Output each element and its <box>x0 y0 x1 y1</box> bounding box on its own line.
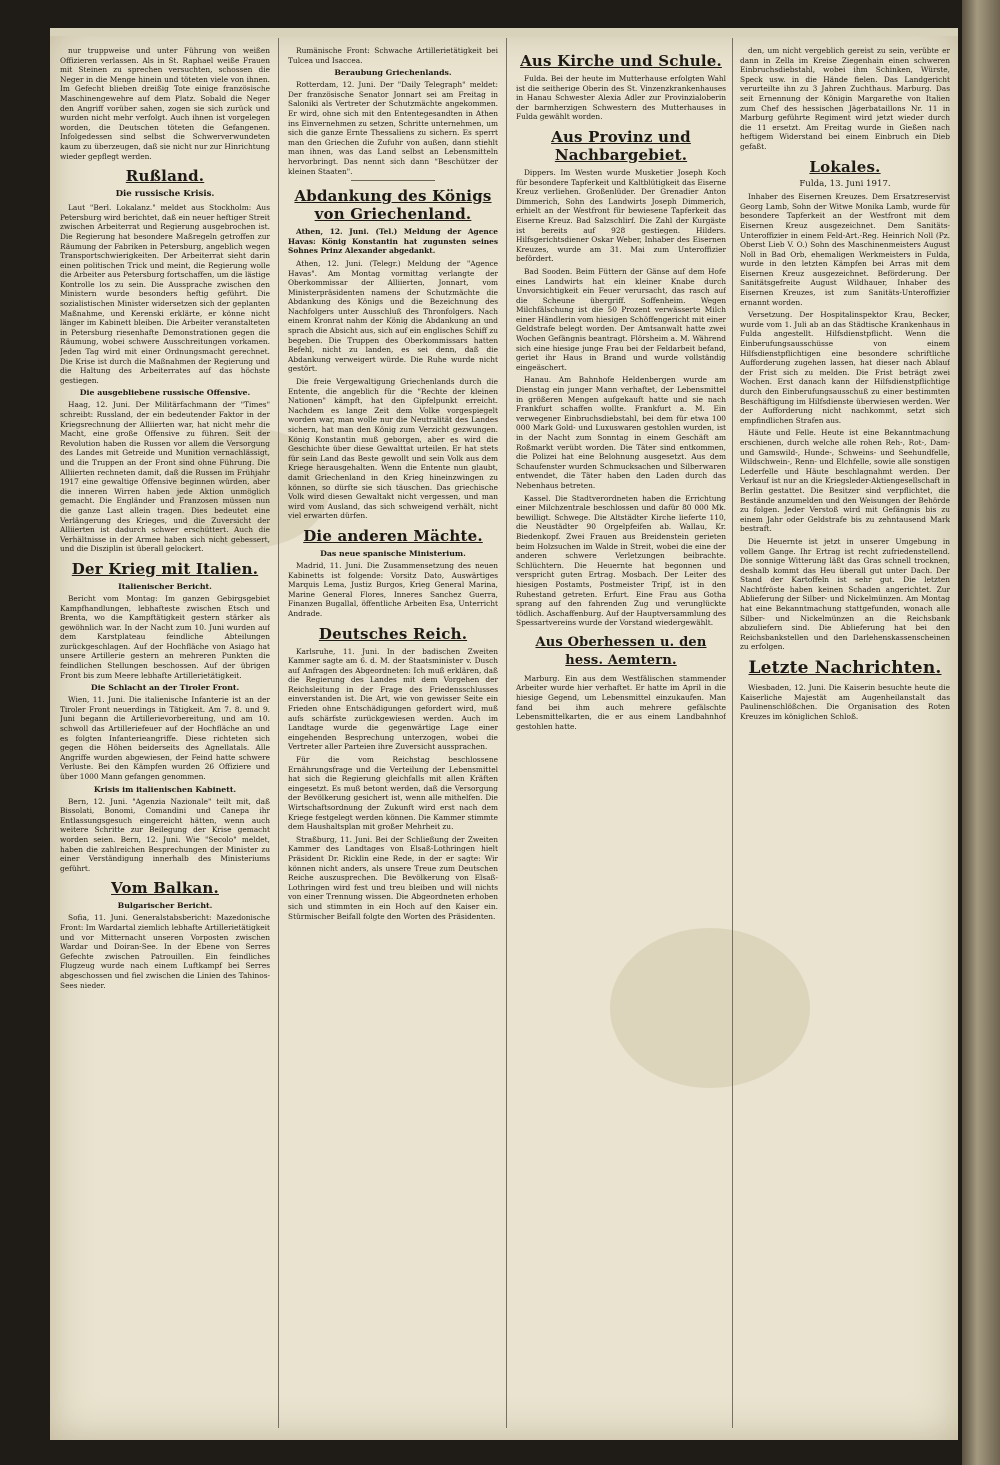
article-text: Marburg. Ein aus dem Westfälischen stammender Arbeiter wurde hier verhaftet. Er hatte im April in die hiesige Gegend, um Lebensmittel einzukaufen. Man fand bei ihm auch mehrere gefälschte Lebensmittelkarten, die er aus einem Landbahnhof gestohlen hatte. <box>516 673 726 731</box>
section-heading-kirche-schule: Aus Kirche und Schule. <box>520 52 722 70</box>
article-text: Straßburg, 11. Juni. Bei der Schließung der Zweiten Kammer des Landtages von Elsaß-Lothringen hielt Präsident Dr. Ricklin eine Rede, in der er sagte: Wir können nicht anders, als unsere Treue zum Deutschen Reiche auszusprechen. Die Bevölkerung von Elsaß-Lothringen wird fest und treu bleiben und will nichts von einer Trennung wissen. Die Abgeordneten erhoben sich und stimmten in ein Hoch auf den Kaiser ein. Stürmischer Beifall folgte den Worten des Präsidenten. <box>288 834 498 921</box>
article-text: Athen, 12. Juni. (Telegr.) Meldung der "Agence Havas". Am Montag vormittag verlangte der Oberkommissar der Alliierten, Jonnart, vom Ministerpräsidenten namens der Schutzmächte die Abdankung des Königs und die Bezeichnung des Nachfolgers unter Ausschluß des Thronfolgers. Nach einem Kronrat nahm der König die Abdankung an und sprach die Absicht aus, sich auf ein englisches Schiff zu begeben. Die Truppen des Oberkommissars hatten Befehl, nicht zu landen, es sei denn, daß die Abdankung verweigert würde. Die Ruhe wurde nicht gestört. <box>288 258 498 374</box>
section-heading-balkan: Vom Balkan. <box>111 879 219 898</box>
section-heading-oberhessen: Aus Oberhessen u. den hess. Aemtern. <box>535 634 707 668</box>
section-heading-lokales: Lokales. <box>809 157 881 176</box>
article-text: Laut "Berl. Lokalanz." meldet aus Stockholm: Aus Petersburg wird berichtet, daß ein neuer heftiger Streit zwischen Arbeiterrat und Regierung ausgebrochen ist. Die Regierung hat besondere Maßregeln getroffen zur Räumung der Fabriken in Petersburg, angeblich wegen Transportschwierigkeiten. Der Arbeiterrat sieht darin einen politischen Trick und meint, die Regierung wolle die Arbeiter aus Petersburg fortschaffen, um die lästige Kontrolle los zu sein. Die Aussprache zwischen den Ministern wurde besonders heftig geführt. Die sozialistischen Minister widersetzen sich der geplanten Maßnahme, und Kerenski erklärte, er könne nicht länger im Kabinett bleiben. Die Arbeiter veranstalteten in Petersburg riesenhafte Demonstrationen gegen die Räumung, wobei schwere Ausschreitungen vorkamen. Jeden Tag wird mit einer Ordnungsmacht gerechnet. Die Krise ist durch die Maßnahmen der Regierung und die Haltung des Arbeiterrates auf das höchste gestiegen. <box>60 203 270 385</box>
article-text: Die freie Vergewaltigung Griechenlands durch die Entente, die angeblich für die "Rechte der kleinen Nationen" kämpft, hat den Gipfelpunkt erreicht. Nachdem es lange Zeit dem Volke vorgespiegelt worden war, man wolle nur die Neutralität des Landes sichern, hat man den König zum Verzicht gezwungen. König Konstantin muß geborgen, aber es wird die Geschichte über diese Gewalttat urteilen. Er hat stets für sein Land das Beste gewollt und sein Volk aus dem Kriege herausgehalten. Wenn die Entente nun glaubt, damit Griechenland in den Krieg hineinzwingen zu können, so dürfte sie sich täuschen. Das griechische Volk wird diesen Gewaltakt nicht vergessen, und man wird vom Ausland, das sich schweigend verhält, nicht viel erwarten dürfen. <box>288 377 498 521</box>
article-heading: Bulgarischer Bericht. <box>117 901 213 911</box>
article-heading: Krisis im italienischen Kabinett. <box>93 784 237 794</box>
column-3 <box>516 46 726 1426</box>
article-text: Sofia, 11. Juni. Generalstabsbericht: Mazedonische Front: Im Wardartal ziemlich lebhafte Artillerietätigkeit und vor Mitternacht unseren Vorposten zwischen Wardar und Doiran-See. In der Ebene von Serres Gefechte zwischen Patrouillen. Ein feindliches Flugzeug wurde nach einem Luftkampf bei Serres abgeschossen und fiel zwischen die Linien des Tahinos-Sees nieder. <box>60 913 270 990</box>
article-text: Wien, 11. Juni. Die italienische Infanterie ist an der Tiroler Front neuerdings in Tätigkeit. Am 7. 8. und 9. Juni begann die Artillerievorbereitung, und am 10. schwoll das Artilleriefeuer auf der Hochfläche an und es folgten Infanterieangriffe. Diese richteten sich gegen die Höhen beiderseits des Agnellatals. Alle Angriffe wurden abgewiesen, der Feind hatte schwere Verluste. Bei den Kämpfen wurden 26 Offiziere und über 1000 Mann gefangen genommen. <box>60 695 270 781</box>
section-heading-russland: Rußland. <box>125 167 205 186</box>
column-rule <box>278 38 279 1428</box>
page-top-edge <box>50 28 958 36</box>
article-text: Hanau. Am Bahnhofe Heldenbergen wurde am Dienstag ein junger Mann verhaftet, der Lebensmittel in größeren Mengen aufgekauft hatte und sie nach Frankfurt schaffen wollte. Frankfurt a. M. Ein verwegener Einbruchsdiebstahl, bei dem für etwa 100 000 Mark Gold- und Luxuswaren gestohlen wurden, ist in der Nacht zum Sonntag in einem Geschäft am Roßmarkt verübt worden. Die Täter sind entkommen, die Polizei hat eine Belohnung ausgesetzt. Aus dem Schaufenster wurden Schmucksachen und Silberwaren entwendet, die Täter haben den Laden durch das Nebenhaus betreten. <box>516 375 726 490</box>
article-text: Madrid, 11. Juni. Die Zusammensetzung des neuen Kabinetts ist folgende: Vorsitz Dato, Auswärtiges Marquis Lema, Justiz Burgos, Krieg General Marina, Marine General Flores, Inneres Sanchez Guerra, Finanzen Bugallal, öffentliche Arbeiten Esa, Unterricht Andrade. <box>288 560 498 618</box>
article-text: den, um nicht vergeblich gereist zu sein, verübte er dann in Zella im Kreise Ziegenhain einen schweren Einbruchsdiebstahl, wobei ihm Schinken, Würste, Speck usw. in die Hände fielen. Das Landgericht verurteilte ihn zu 3 Jahren Zuchthaus. Marburg. Das seit Ernennung der Königin Margarethe von Italien zum Chef des hessischen Jägerbataillons Nr. 11 in Marburg geführte Regiment wird jetzt wieder durch die 11 ersetzt. Am Freitag wurde in Gießen nach heftigem Widerstand bei einem Einbruch ein Dieb gefaßt. <box>740 46 950 151</box>
article-text: Bad Sooden. Beim Füttern der Gänse auf dem Hofe eines Landwirts hat ein kleiner Knabe durch Unvorsichtigkeit ein Feuer verursacht, das rasch auf die Scheune übergriff. Soffenheim. Wegen Milchfälschung ist die 50 Prozent verwässerte Milch einer Händlerin vom hiesigen Schöffengericht mit einer Geldstrafe belegt worden. Der Amtsanwalt hatte zwei Wochen Gefängnis beantragt. Flörsheim a. M. Während sich eine hiesige junge Frau bei der Feldarbeit befand, geriet ihr Haus in Brand und wurde vollständig eingeäschert. <box>516 266 726 372</box>
article-text: Die Heuernte ist jetzt in unserer Umgebung in vollem Gange. Ihr Ertrag ist recht zufriedenstellend. Die sonnige Witterung läßt das Gras schnell trocknen, deshalb kommt das Heu überall gut unter Dach. Der Stand der Kartoffeln ist sehr gut. Die letzten Nachtfröste haben keinen Schaden angerichtet. Zur Ablieferung der Silber- und Nickelmünzen. Am Montag hat eine Bekanntmachung stattgefunden, wonach alle Silber- und Nickelmünzen an die Reichsbank abzuliefern sind. Die Ablieferung hat bei den Reichsbankstellen und den Darlehenskassenscheinen zu erfolgen. <box>740 536 950 652</box>
section-heading-andere-maechte: Die anderen Mächte. <box>303 526 483 545</box>
section-heading-deutsches-reich: Deutsches Reich. <box>318 624 468 643</box>
article-text: Bericht vom Montag: Im ganzen Gebirgsgebiet Kampfhandlungen, lebhafteste zwischen Etsch und Brenta, wo die Kampftätigkeit gestern stärker als gewöhnlich war. In der Nacht zum 10. Juni wurden auf dem Karstplateau feindliche Abteilungen zurückgeschlagen. Auf der Hochfläche von Asiago hat unsere Artillerie gestern an mehreren Punkten die feindlichen Stellungen beschossen. Auf der übrigen Front bis zum Meere lebhafte Artillerietätigkeit. <box>60 593 270 680</box>
article-heading: Das neue spanische Ministerium. <box>320 548 466 558</box>
newspaper-page <box>50 28 958 1440</box>
section-heading-letzte-nachrichten: Letzte Nachrichten. <box>748 658 942 679</box>
dateline: Fulda, 13. Juni 1917. <box>799 178 891 189</box>
article-text: Versetzung. Der Hospitalinspektor Krau, Becker, wurde vom 1. Juli ab an das Städtische Krankenhaus in Fulda angestellt. Hilfsdienstpflicht. Wenn die Einberufungsausschüsse von einem Hilfsdienstpflichtigen eine besondere schriftliche Aufforderung zugehen lassen, hat dieser nach Ablauf der Frist sich zu melden. Die Frist beträgt zwei Wochen. Erst danach kann der Hilfsdienstpflichtige durch den Einberufungsausschuß zu einer bestimmten Beschäftigung im Hilfsdienste überwiesen werden. Wer der Aufforderung nicht nachkommt, setzt sich empfindlichen Strafen aus. <box>740 310 950 425</box>
article-text: Für die vom Reichstag beschlossene Ernährungsfrage und die Verteilung der Lebensmittel hat sich die Regierung gleichfalls mit allen Kräften eingesetzt. Es muß betont werden, daß die Versorgung der Bevölkerung gesichert ist, wenn alle mithelfen. Die Wirtschaftsordnung der Zukunft wird erst nach dem Kriege festgelegt werden können. Die Kammer stimmte dem Haushaltsplan mit großer Mehrheit zu. <box>288 755 498 832</box>
article-text: Rotterdam, 12. Juni. Der "Daily Telegraph" meldet: Der französische Senator Jonnart sei am Freitag in Saloniki als Vertreter der Schutzmächte angekommen. Er wird, ohne sich mit den Ententegesandten in Athen ins Einvernehmen zu setzen, Schritte unternehmen, um sich die ganze Ernte Thessaliens zu sichern. Es sperrt man den Griechen die Zufuhr von außen, dann stiehlt man ihnen, was das Land selbst an Lebensmitteln hervorbringt. Das nennt sich dann "Beschützer der kleinen Staaten". <box>288 80 498 176</box>
article-text: Haag, 12. Juni. Der Militärfachmann der "Times" schreibt: Russland, der ein bedeutender Faktor in der Kriegsrechnung der Alliierten war, hat nicht mehr die Macht, eine große Offensive zu führen. Seit der Revolution haben die Russen vor allem die Versorgung des Landes mit Getreide und Munition vernachlässigt, und die Truppen an der Front sind ohne Führung. Die Alliierten rechneten damit, daß die Russen im Frühjahr 1917 eine gewaltige Offensive beginnen würden, aber die inneren Wirren haben jede Aktion unmöglich gemacht. Die Engländer und Franzosen müssen nun die ganze Last allein tragen. Dies bedeutet eine Verlängerung des Krieges, und die Zuversicht der Alliierten ist dadurch schwer erschüttert. Auch die Verhältnisse in der Armee haben sich nicht gebessert, und die Disziplin ist überall gelockert. <box>60 400 270 554</box>
article-text: Inhaber des Eisernen Kreuzes. Dem Ersatzreservist Georg Lamb, Sohn der Witwe Monika Lamb, wurde für besondere Tapferkeit an der Westfront mit dem Eisernen Kreuz ausgezeichnet. Dem Sanitäts-Unteroffizier in einem Feld-Art.-Reg. Heinrich Noll (Pz. Oberst Lieb V. O.) Sohn des Maschinenmeisters August Noll in Bad Orb, ehemaligen Werkmeisters in Fulda, wurde in den letzten Kämpfen bei Arras mit dem Eisernen Kreuz ausgezeichnet. Beförderung. Der Sanitätsgefreite August Wildhauer, Inhaber des Eisernen Kreuzes, ist zum Sanitäts-Unteroffizier ernannt worden. <box>740 192 950 307</box>
article-heading: Italienischer Bericht. <box>118 581 212 591</box>
separator <box>351 180 435 181</box>
article-text: Wiesbaden, 12. Juni. Die Kaiserin besuchte heute die Kaiserliche Majestät am Augenheilanstalt das Paulinenschlößchen. Die Organisation des Roten Kreuzes im königlichen Schloß. <box>740 683 950 721</box>
section-heading-italien: Der Krieg mit Italien. <box>71 559 259 578</box>
column-1 <box>60 46 270 1426</box>
column-rule <box>506 38 507 1428</box>
column-rule <box>732 38 733 1428</box>
article-heading: Die ausgebliebene russische Offensive. <box>79 388 251 398</box>
article-text: Bern, 12. Juni. "Agenzia Nazionale" teilt mit, daß Bissolati, Bonomi, Comandini und Canepa ihr Entlassungsgesuch eingereicht hätten, wenn auch weitere Schritte zur Beilegung der Krise gemacht worden seien. Bern, 12. Juni. Wie "Secolo" meldet, haben die zahlreichen Besprechungen der Minister zu einer Verständigung innerhalb des Ministeriums geführt. <box>60 796 270 873</box>
article-text: Karlsruhe, 11. Juni. In der badischen Zweiten Kammer sagte am 6. d. M. der Staatsminister v. Dusch auf Anfragen des Abgeordneten: Ich muß erklären, daß die Regierung des Landes mit dem Vorgehen der Reichsleitung in der Frage des Friedensschlusses einverstanden ist. Die Art, wie von gewisser Seite ein Frieden ohne Entschädigungen gefordert wird, muß aufs schärfste zurückgewiesen werden. Auch im Landtage wurde die gegenwärtige Lage einer eingehenden Besprechung unterzogen, wobei die Vertreter aller Parteien ihre Zuversicht aussprachen. <box>288 646 498 752</box>
section-heading-provinz: Aus Provinz und Nachbargebiet. <box>551 127 691 164</box>
column-2 <box>288 46 498 1426</box>
article-text: Dippers. Im Westen wurde Musketier Joseph Koch für besondere Tapferkeit und Kaltblütigkeit das Eiserne Kreuz verliehen. Großenlüder. Der Grenadier Anton Dimmerich, Sohn des Landwirts Joseph Dimmerich, erhielt an der Westfront für bewiesene Tapferkeit das Eiserne Kreuz. Bad Salzschlirf. Die Zahl der Kurgäste ist bereits auf 928 gestiegen. Hilders. Hilfsgerichtsdiener Oskar Weber, Inhaber des Eisernen Kreuzes, wurde am 31. Mai zum Unteroffizier befördert. <box>516 167 726 264</box>
article-text: nur truppweise und unter Führung von weißen Offizieren verlassen. Als in St. Raphael weiße Frauen mit Steinen zu sprechen versuchten, schossen die Neger in die Menge hinein und töteten viele von ihnen. Im Gefecht blieben dreißig Tote einige französische Maschinengewehre auf dem Platz. Sobald die Neger den Angriff vorüber sahen, zogen sie sich zurück und wurden nicht mehr verfolgt. Auch ihnen ist vorgelegen worden, die Deutschen töteten die Gefangenen. Infolgedessen sind selbst die Schwerverwundeten kaum zu überzeugen, daß sie nicht nur zur Hinrichtung wieder gepflegt werden. <box>60 46 270 161</box>
section-heading-abdankung: Abdankung des Königs von Griechenland. <box>294 187 492 224</box>
article-text: Kassel. Die Stadtverordneten haben die Errichtung einer Milchzentrale beschlossen und dafür 80 000 Mk. bewilligt. Schwege. Die Altstädter Kirche lieferte 110, die Neustädter 90 Orgelpfeifen ab. Wallau, Kr. Biedenkopf. Zwei Frauen aus Breidenstein gerieten beim Holzsuchen im Walde in Streit, wobei die eine der anderen schwere Verletzungen beibrachte. Schlüchtern. Die Heuernte hat begonnen und verspricht guten Ertrag. Mosbach. Der Leiter des hiesigen Postamts, Postmeister Tripf, ist in den Ruhestand getreten. Erfurt. Eine Frau aus Gotha sprang auf den fahrenden Zug und verunglückte tödlich. Aschaffenburg. Auf der Hauptversammlung des Spessartvereins wurde der Vorstand wiedergewählt. <box>516 493 726 628</box>
article-text: Rumänische Front: Schwache Artillerietätigkeit bei Tulcea und Isaccea. <box>288 46 498 65</box>
article-lead: Athen, 12. Juni. (Tel.) Meldung der Agence Havas: König Konstantin hat zugunsten seines Sohnes Prinz Alexander abgedankt. <box>288 227 498 256</box>
column-4 <box>740 46 950 1426</box>
article-text: Häute und Felle. Heute ist eine Bekanntmachung erschienen, durch welche alle rohen Reh-, Rot-, Dam- und Gamswild-, Hunde-, Schweins- und Seehundfelle, Wildschwein-, Renn- und Elchfelle, sowie alle sonstigen Lederfelle und Häute beschlagnahmt werden. Der Verkauf ist nur an die Kriegsleder-Aktiengesellschaft in Berlin gestattet. Die Besitzer sind verpflichtet, die Bestände anzumelden und den Weisungen der Behörde zu folgen. Jeder Verstoß wird mit Gefängnis bis zu einem Jahr oder Geldstrafe bis zu zehntausend Mark bestraft. <box>740 428 950 534</box>
article-heading: Die russische Krisis. <box>115 189 215 200</box>
adjacent-page-edge <box>962 0 1000 1465</box>
article-text: Fulda. Bei der heute im Mutterhause erfolgten Wahl ist die seitherige Oberin des St. Vinzenzkrankenhauses in Hanau Schwester Alexia Adler zur Provinzialoberin der barmherzigen Schwestern des Mutterhauses in Fulda gewählt worden. <box>516 74 726 122</box>
article-heading: Beraubung Griechenlands. <box>334 68 452 78</box>
article-heading: Die Schlacht an der Tiroler Front. <box>90 683 240 693</box>
